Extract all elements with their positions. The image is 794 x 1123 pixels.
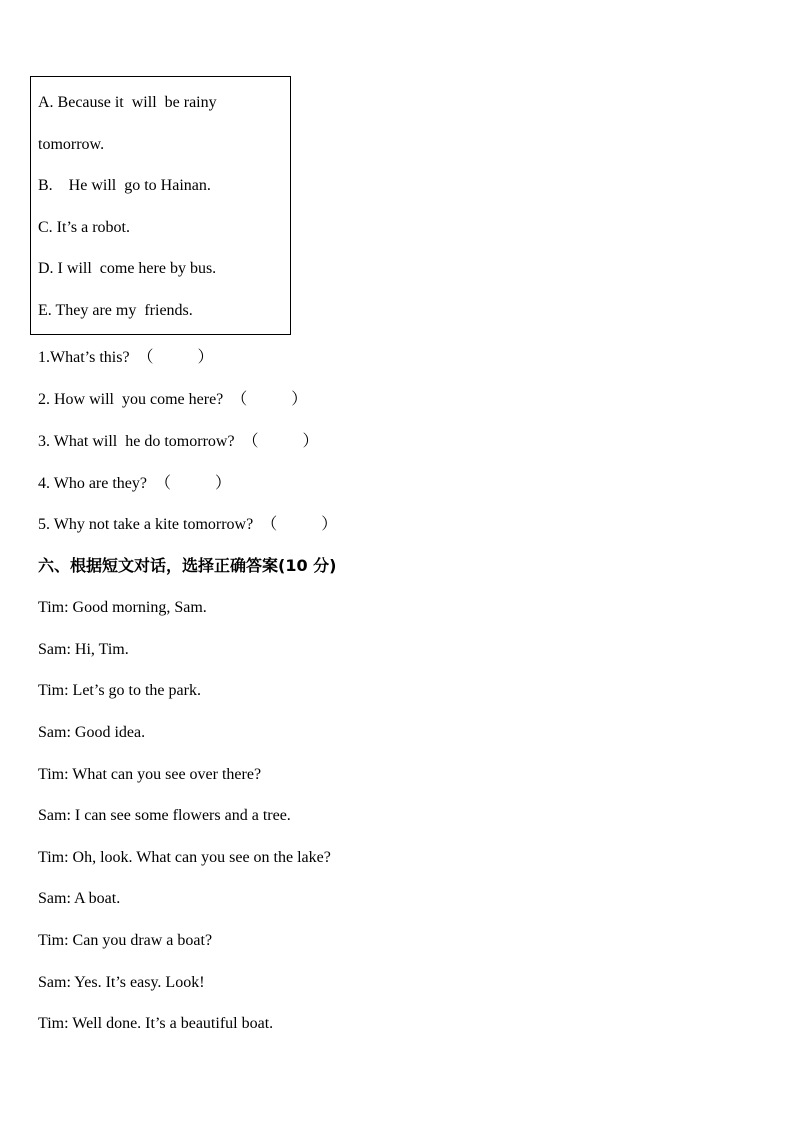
option-d: D. I will come here by bus. <box>38 260 217 277</box>
section-heading: 六、根据短文对话，选择正确答案(10 分) <box>38 556 337 575</box>
dialogue-line: Sam: I can see some flowers and a tree. <box>38 807 291 824</box>
option-c: C. It’s a robot. <box>38 219 130 236</box>
question-4: 4. Who are they? （ ） <box>38 475 231 492</box>
dialogue-line: Sam: Yes. It’s easy. Look! <box>38 974 205 991</box>
option-b: B. He will go to Hainan. <box>38 177 211 194</box>
dialogue-line: Tim: Good morning, Sam. <box>38 599 207 616</box>
option-a-line2: tomorrow. <box>38 136 105 153</box>
answer-options-box <box>30 76 291 335</box>
option-e: E. They are my friends. <box>38 302 193 319</box>
question-2: 2. How will you come here? （ ） <box>38 391 308 408</box>
option-a-line1: A. Because it will be rainy <box>38 94 217 111</box>
dialogue-line: Tim: What can you see over there? <box>38 766 262 783</box>
question-1: 1.What’s this? （ ） <box>38 349 214 366</box>
question-5: 5. Why not take a kite tomorrow? （ ） <box>38 516 338 533</box>
dialogue-line: Tim: Can you draw a boat? <box>38 932 213 949</box>
dialogue-line: Sam: A boat. <box>38 890 121 907</box>
dialogue-line: Tim: Well done. It’s a beautiful boat. <box>38 1015 274 1032</box>
dialogue-line: Sam: Hi, Tim. <box>38 641 129 658</box>
dialogue-line: Sam: Good idea. <box>38 724 146 741</box>
question-3: 3. What will he do tomorrow? （ ） <box>38 433 319 450</box>
dialogue-line: Tim: Oh, look. What can you see on the lake? <box>38 849 331 866</box>
dialogue-line: Tim: Let’s go to the park. <box>38 682 201 699</box>
